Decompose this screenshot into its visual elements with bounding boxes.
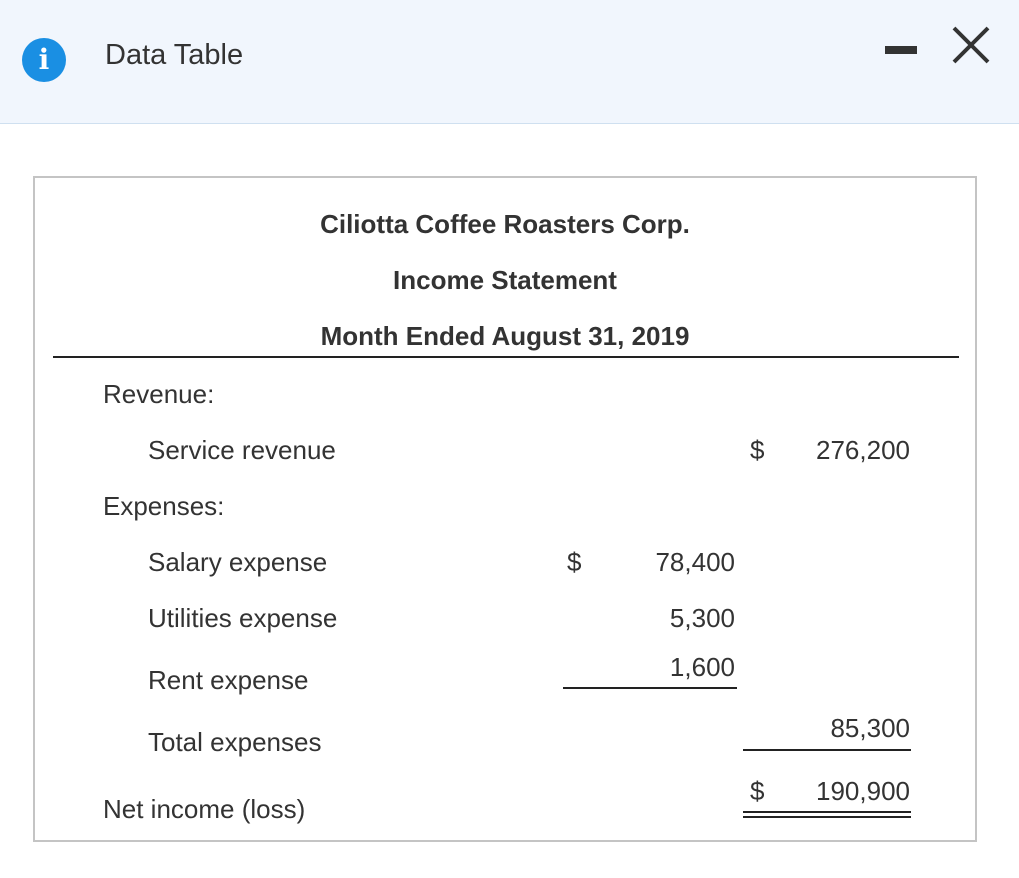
info-icon: i	[22, 38, 66, 82]
total-expenses-amount: 85,300	[830, 713, 910, 743]
rent-expense-label: Rent expense	[148, 665, 309, 695]
minimize-button[interactable]	[880, 30, 924, 74]
service-revenue-amount: 276,200	[816, 435, 910, 465]
window-title: Data Table	[105, 39, 244, 71]
net-income-double-rule-top	[743, 811, 911, 813]
net-income-label: Net income (loss)	[103, 794, 306, 824]
expenses-heading: Expenses:	[103, 491, 225, 521]
total-rule	[743, 749, 911, 751]
service-revenue-currency: $	[750, 435, 765, 465]
rent-expense-amount: 1,600	[669, 652, 735, 682]
statement-period: Month Ended August 31, 2019	[320, 321, 690, 351]
net-income-amount: 190,900	[816, 776, 910, 806]
expenses-subtotal-rule	[563, 687, 737, 689]
statement-title: Income Statement	[393, 265, 617, 295]
close-button[interactable]	[946, 20, 996, 70]
salary-expense-amount: 78,400	[655, 547, 735, 577]
net-income-double-rule-bottom	[743, 816, 911, 818]
total-expenses-label: Total expenses	[148, 727, 322, 757]
header-divider	[53, 356, 959, 358]
close-icon	[946, 20, 996, 70]
revenue-heading: Revenue:	[103, 379, 215, 409]
minimize-icon	[885, 46, 917, 54]
utilities-expense-amount: 5,300	[669, 603, 735, 633]
company-name: Ciliotta Coffee Roasters Corp.	[320, 209, 690, 239]
utilities-expense-label: Utilities expense	[148, 603, 338, 633]
salary-expense-label: Salary expense	[148, 547, 328, 577]
title-bar	[0, 0, 1019, 124]
service-revenue-label: Service revenue	[148, 435, 336, 465]
income-statement-table	[33, 176, 977, 842]
salary-expense-currency: $	[567, 547, 582, 577]
net-income-currency: $	[750, 776, 765, 806]
